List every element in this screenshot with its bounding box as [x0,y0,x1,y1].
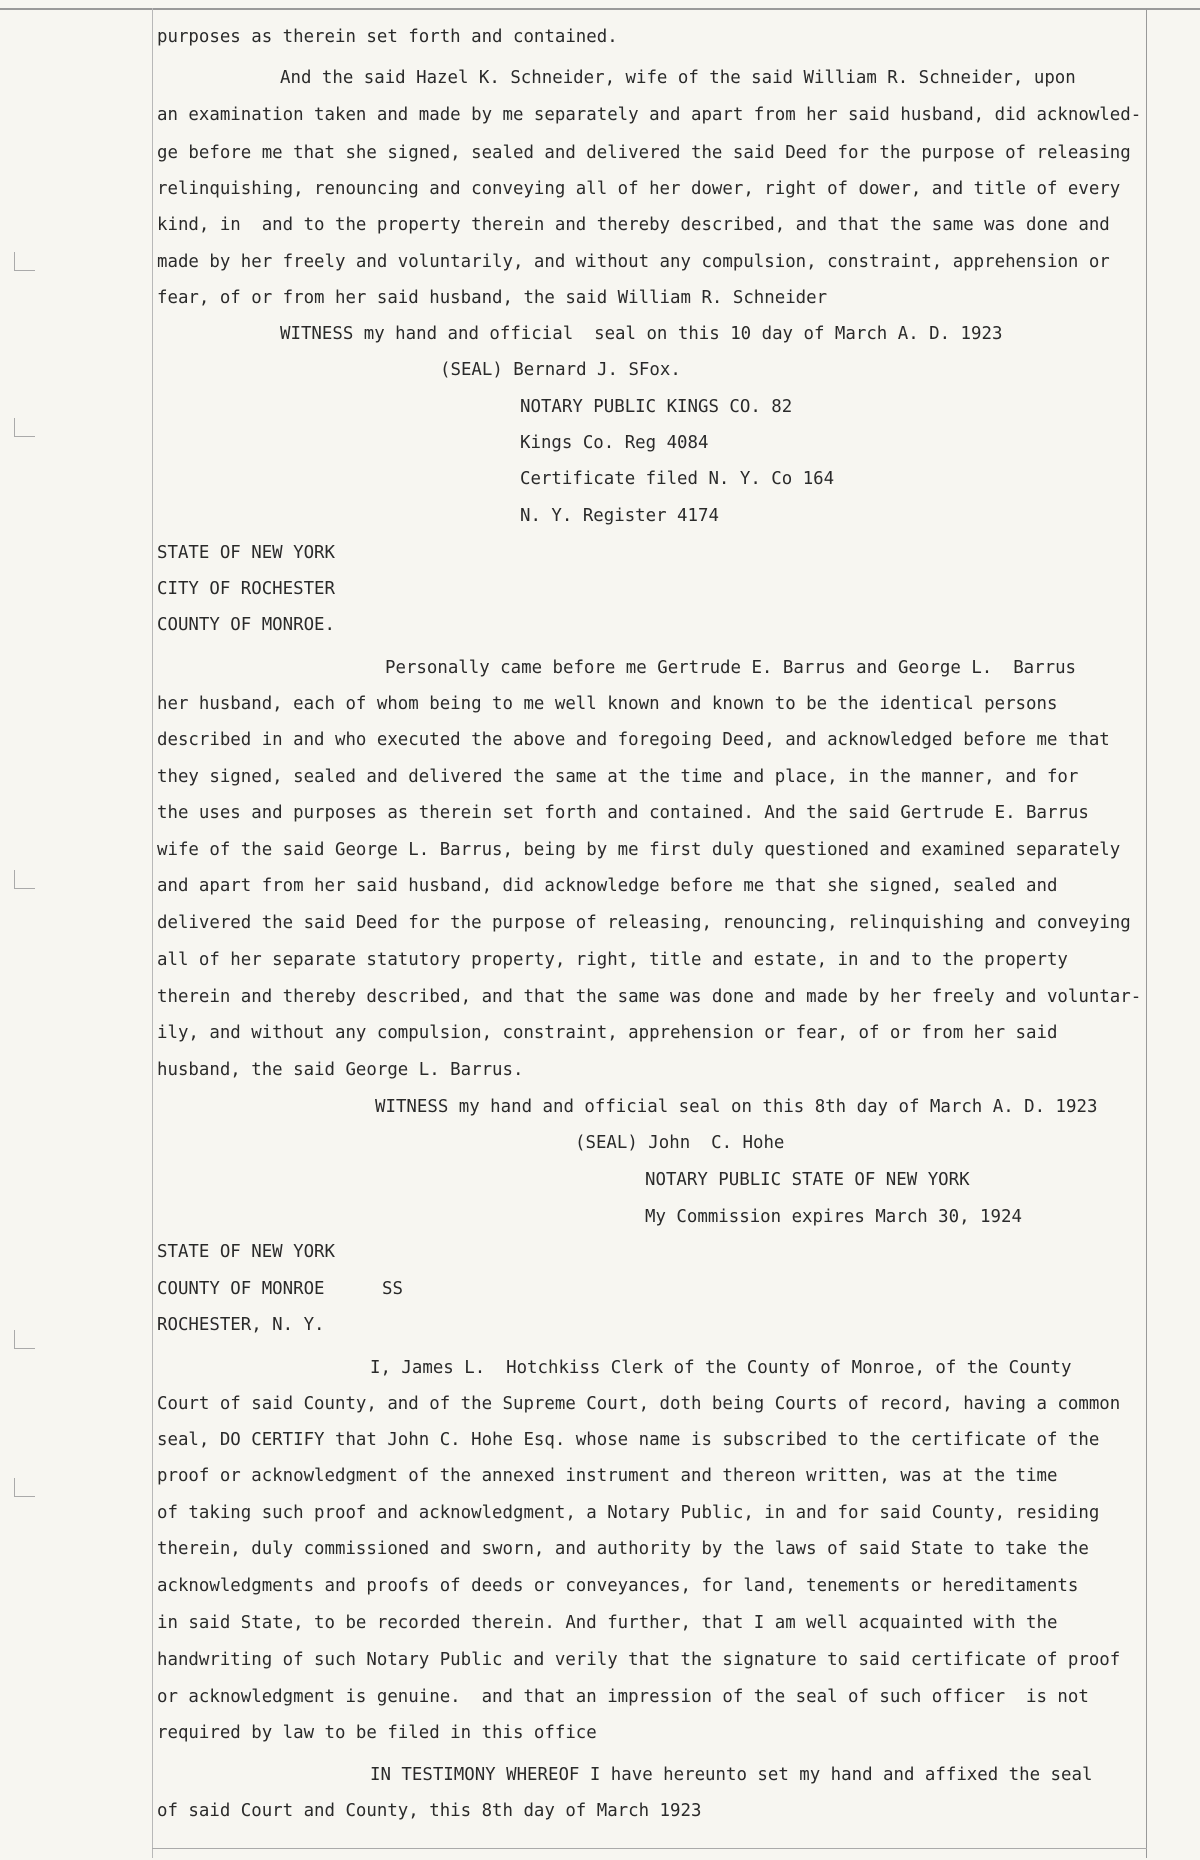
text-line: Court of said County, and of the Supreme Court, doth being Courts of record, having a common [157,1394,1121,1414]
text-line: ily, and without any compulsion, constraint, apprehension or fear, of or from her said [157,1023,1058,1043]
right-margin-line [1146,8,1147,1858]
bottom-rule [152,1848,1147,1849]
witness-line: WITNESS my hand and official seal on this 8th day of March A. D. 1923 [375,1097,1098,1117]
notary-detail: N. Y. Register 4174 [520,506,719,526]
venue-line: CITY OF ROCHESTER [157,579,335,599]
venue-line: ROCHESTER, N. Y. [157,1315,325,1335]
text-line: in said State, to be recorded therein. And further, that I am well acquainted with the [157,1613,1058,1633]
text-line: delivered the said Deed for the purpose of releasing, renouncing, relinquishing and conveying [157,913,1131,933]
text-line: husband, the said George L. Barrus. [157,1060,524,1080]
text-line: kind, in and to the property therein and thereby described, and that the same was done and [157,215,1110,235]
text-line: proof or acknowledgment of the annexed instrument and thereon written, was at the time [157,1466,1058,1486]
text-line: the uses and purposes as therein set forth and contained. And the said Gertrude E. Barrus [157,803,1089,823]
text-line: And the said Hazel K. Schneider, wife of the said William R. Schneider, upon [280,68,1076,88]
notary-seal-signature: (SEAL) John C. Hohe [575,1133,785,1153]
binding-mark [14,1478,35,1497]
text-line: required by law to be filed in this office [157,1723,597,1743]
binding-mark [14,252,35,271]
text-line: described in and who executed the above and foregoing Deed, and acknowledged before me that [157,730,1110,750]
text-line: made by her freely and voluntarily, and without any compulsion, constraint, apprehension or [157,252,1110,272]
venue-line: STATE OF NEW YORK [157,1242,335,1262]
left-margin-line [152,8,153,1858]
text-line: of taking such proof and acknowledgment, a Notary Public, in and for said County, residing [157,1503,1100,1523]
notary-detail: Certificate filed N. Y. Co 164 [520,469,835,489]
text-line: and apart from her said husband, did acknowledge before me that she signed, sealed and [157,876,1058,896]
venue-line: COUNTY OF MONROE [157,1279,325,1299]
text-line: they signed, sealed and delivered the same at the time and place, in the manner, and for [157,767,1079,787]
venue-line: COUNTY OF MONROE. [157,615,335,635]
binding-mark [14,1330,35,1349]
text-line: wife of the said George L. Barrus, being by me first duly questioned and examined separately [157,840,1121,860]
text-line: therein and thereby described, and that the same was done and made by her freely and voluntar- [157,987,1142,1007]
notary-seal-signature: (SEAL) Bernard J. SFox. [440,360,681,380]
text-line: or acknowledgment is genuine. and that an impression of the seal of such officer is not [157,1687,1089,1707]
venue-line: STATE OF NEW YORK [157,543,335,563]
text-line: purposes as therein set forth and contained. [157,27,618,47]
witness-line: WITNESS my hand and official seal on this 10 day of March A. D. 1923 [280,324,1003,344]
text-line: acknowledgments and proofs of deeds or conveyances, for land, tenements or hereditaments [157,1576,1079,1596]
text-line: handwriting of such Notary Public and verily that the signature to said certificate of proof [157,1650,1121,1670]
testimony-line: of said Court and County, this 8th day of March 1923 [157,1801,702,1821]
testimony-line: IN TESTIMONY WHEREOF I have hereunto set my hand and affixed the seal [370,1765,1093,1785]
notary-detail: NOTARY PUBLIC STATE OF NEW YORK [645,1170,970,1190]
binding-mark [14,418,35,437]
text-line: therein, duly commissioned and sworn, and authority by the laws of said State to take the [157,1539,1089,1559]
venue-ss: SS [382,1279,403,1299]
text-line: relinquishing, renouncing and conveying all of her dower, right of dower, and title of every [157,179,1121,199]
text-line: seal, DO CERTIFY that John C. Hohe Esq. whose name is subscribed to the certificate of the [157,1430,1100,1450]
notary-detail: My Commission expires March 30, 1924 [645,1207,1022,1227]
top-rule [0,8,1200,10]
text-line: fear, of or from her said husband, the said William R. Schneider [157,288,828,308]
notary-detail: NOTARY PUBLIC KINGS CO. 82 [520,397,793,417]
text-line: ge before me that she signed, sealed and delivered the said Deed for the purpose of releasing [157,143,1131,163]
notary-detail: Kings Co. Reg 4084 [520,433,709,453]
text-line: I, James L. Hotchkiss Clerk of the County of Monroe, of the County [370,1358,1072,1378]
text-line: all of her separate statutory property, right, title and estate, in and to the property [157,950,1068,970]
text-line: Personally came before me Gertrude E. Barrus and George L. Barrus [385,658,1077,678]
text-line: an examination taken and made by me separately and apart from her said husband, did acknowled- [157,105,1142,125]
binding-mark [14,870,35,889]
text-line: her husband, each of whom being to me well known and known to be the identical persons [157,694,1058,714]
